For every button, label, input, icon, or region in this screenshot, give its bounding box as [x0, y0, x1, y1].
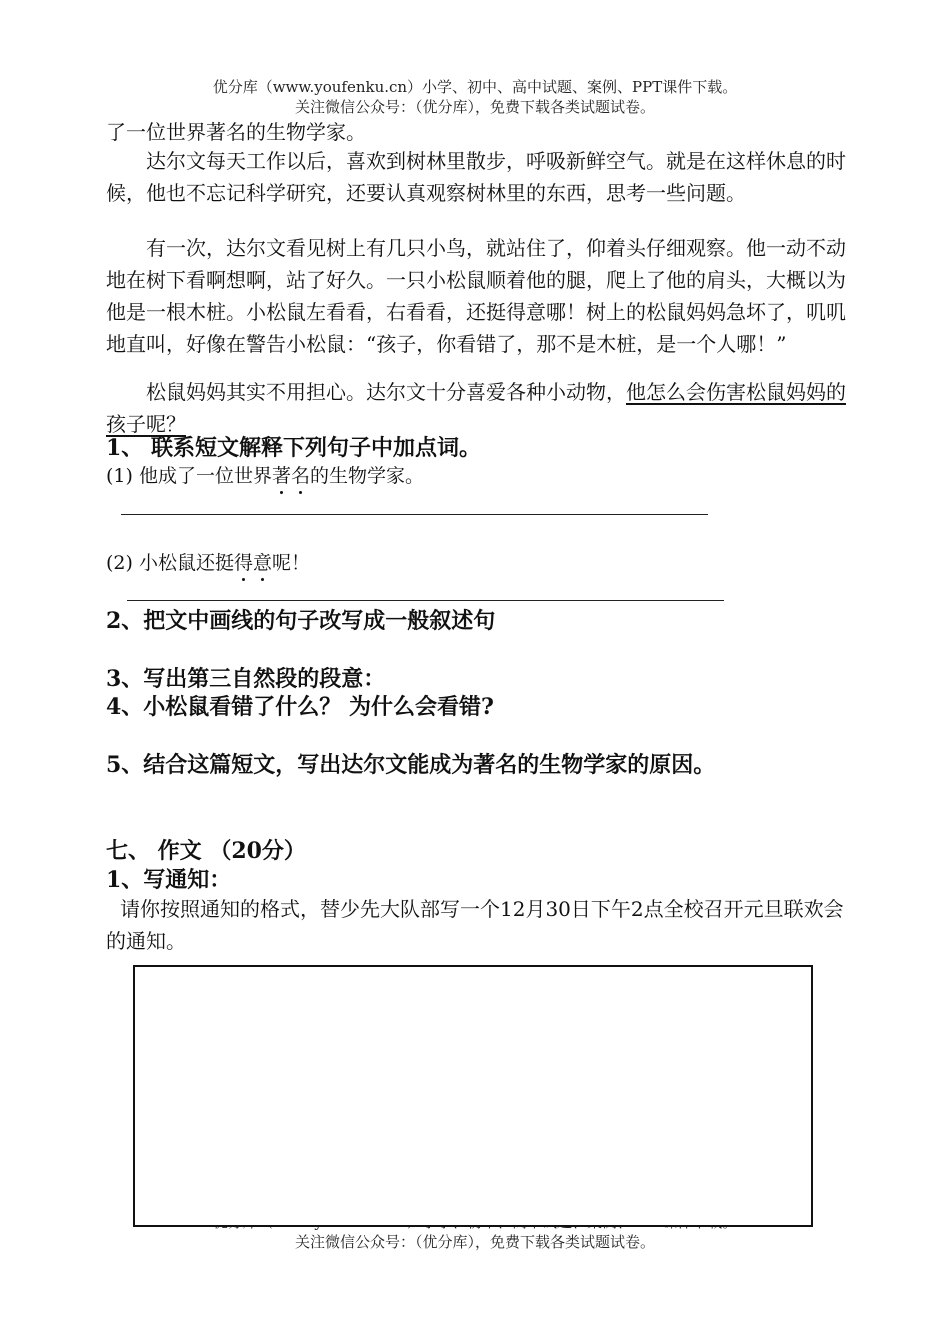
writing-answer-box[interactable] — [133, 965, 813, 1227]
passage-paragraph-3 — [106, 376, 850, 440]
q1-item2-suffix: 呢！ — [272, 552, 311, 574]
question-1: 1、 联系短文解释下列句子中加点词。 — [106, 435, 481, 461]
section-composition-title: 七、 作文 （20分） — [106, 838, 306, 864]
page-header-line-2: 关注微信公众号：（优分库），免费下载各类试题试卷。 — [294, 98, 655, 116]
passage-paragraph-0: 了一位世界著名的生物学家。 — [106, 120, 366, 144]
q1-item1-suffix: 的生物学家。 — [310, 465, 425, 487]
dotted-char: 名 — [290, 465, 310, 487]
page-header-line-1: 优分库（www.youfenku.cn）小学、初中、高中试题、案例、PPT课件下载。 — [212, 78, 738, 96]
q1-item2-prefix: (2) 小松鼠还挺 — [106, 552, 234, 574]
question-5: 5、结合这篇短文，写出达尔文能成为著名的生物学家的原因。 — [106, 752, 716, 778]
passage-paragraph-1: 达尔文每天工作以后，喜欢到树林里散步，呼吸新鲜空气。就是在这样休息的时候，他也不忘记科学研究，还要认真观察树林里的东西，思考一些问题。 — [106, 149, 846, 205]
dotted-char: 得 — [233, 552, 253, 574]
question-2: 2、把文中画线的句子改写成一般叙述句 — [106, 608, 496, 634]
passage-paragraph-2: 有一次，达尔文看见树上有几只小鸟，就站住了，仰着头仔细观察。他一动不动地在树下看啊想啊，站了好久。一只小松鼠顺着他的腿，爬上了他的肩头，大概以为他是一根木桩。小松鼠左看看，右看看，还挺得意哪！树上的松鼠妈妈急坏了，叽叽地直叫，好像在警告小松鼠：“孩子，你看错了，那不是木桩，是一个人哪！” — [106, 236, 846, 356]
composition-task-title: 1、写通知： — [106, 867, 232, 893]
question-4: 4、小松鼠看错了什么？ 为什么会看错? — [106, 694, 494, 720]
question-1-item-1 — [106, 464, 424, 488]
answer-line-2[interactable] — [127, 600, 724, 601]
dotted-char: 意 — [252, 552, 272, 574]
dotted-char: 著 — [271, 465, 291, 487]
answer-line-1[interactable] — [121, 514, 708, 515]
page-footer-line-2: 关注微信公众号：（优分库），免费下载各类试题试卷。 — [294, 1233, 655, 1251]
question-1-item-2 — [106, 551, 310, 575]
underlined-sentence: 他怎么会伤害松鼠妈妈的孩子呢？ — [106, 380, 846, 436]
question-3: 3、写出第三自然段的段意： — [106, 666, 386, 692]
composition-task-text: 请你按照通知的格式，替少先大队部写一个12月30日下午2点全校召开元旦联欢会的通知。 — [106, 897, 844, 953]
q1-item1-prefix: (1) 他成了一位世界 — [106, 465, 272, 487]
paragraph-3-text: 松鼠妈妈其实不用担心。达尔文十分喜爱各种小动物， — [146, 380, 626, 404]
